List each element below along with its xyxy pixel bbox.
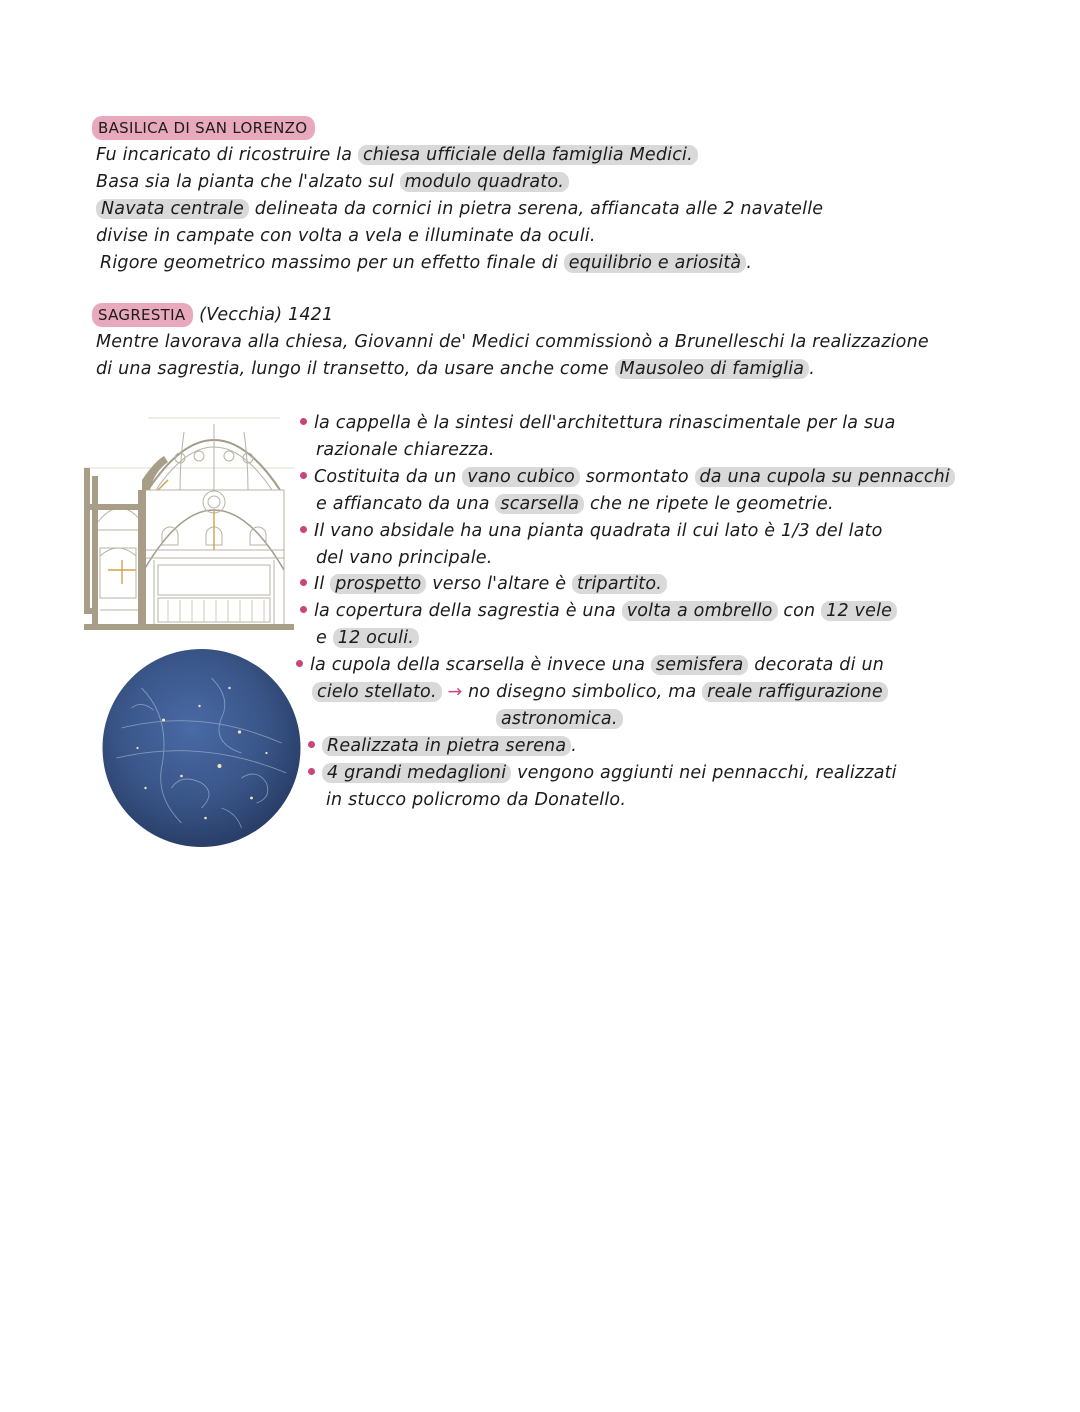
bullet-dot (300, 472, 307, 479)
sagrestia-title-line (92, 303, 333, 327)
text: di una sagrestia, lungo il transetto, da usare anche come (96, 359, 609, 379)
text: la copertura della sagrestia è una (314, 601, 616, 621)
highlight: reale raffigurazione (702, 682, 888, 702)
bullet-dot (308, 768, 315, 775)
highlight: Realizzata in pietra serena (322, 736, 571, 756)
text: Mentre lavorava alla chiesa, Giovanni de' Medici commissionò a Brunelleschi la realizzazione (96, 332, 929, 352)
text: e affiancato da una (316, 494, 490, 514)
sagrestia-title-suffix: (Vecchia) 1421 (199, 305, 334, 325)
highlight: astronomica. (496, 709, 623, 729)
highlight: modulo quadrato. (400, 172, 569, 192)
text: . (571, 736, 578, 756)
bullet-6-cont-2 (496, 707, 623, 731)
basilica-line-4 (96, 224, 596, 248)
basilica-title-line (92, 116, 315, 140)
sagrestia-line-1 (96, 330, 929, 354)
text: vengono aggiunti nei pennacchi, realizzati (517, 763, 897, 783)
arrow-icon: → (447, 682, 463, 702)
bullet-7 (308, 734, 577, 758)
text: Basa sia la pianta che l'alzato sul (96, 172, 394, 192)
highlight: scarsella (495, 494, 584, 514)
basilica-line-2 (96, 170, 569, 194)
bullet-1 (300, 411, 896, 435)
bullet-6-cont (312, 680, 888, 704)
text: verso l'altare è (432, 574, 567, 594)
text: delineata da cornici in pietra serena, affiancata alle 2 navatelle (254, 199, 824, 219)
bullet-dot (296, 660, 303, 667)
text: razionale chiarezza. (316, 440, 495, 460)
bullet-1-cont (316, 438, 495, 462)
text: in stucco policromo da Donatello. (326, 790, 627, 810)
highlight: semisfera (651, 655, 749, 675)
bullet-5 (300, 599, 897, 623)
sagrestia-line-2 (96, 357, 815, 381)
text: del vano principale. (316, 548, 493, 568)
highlight: da una cupola su pennacchi (695, 467, 956, 487)
bullet-2 (300, 465, 955, 489)
highlight: prospetto (330, 574, 426, 594)
highlight: chiesa ufficiale della famiglia Medici. (358, 145, 698, 165)
bullet-6 (296, 653, 884, 677)
bullet-dot (300, 418, 307, 425)
text: Il vano absidale ha una pianta quadrata il cui lato è 1/3 del lato (314, 521, 883, 541)
highlight: 12 vele (821, 601, 897, 621)
text: e (316, 628, 327, 648)
highlight: tripartito. (572, 574, 667, 594)
basilica-line-5 (100, 251, 752, 275)
sagrestia-title: SAGRESTIA (92, 303, 193, 327)
text: no disegno simbolico, ma (468, 682, 697, 702)
text: la cappella è la sintesi dell'architettura rinascimentale per la sua (314, 413, 896, 433)
bullet-8-cont (326, 788, 626, 812)
bullet-5-cont (316, 626, 419, 650)
basilica-title: BASILICA DI SAN LORENZO (92, 116, 315, 140)
bullet-dot (300, 606, 307, 613)
basilica-line-3 (96, 197, 823, 221)
text: con (783, 601, 816, 621)
highlight: cielo stellato. (312, 682, 442, 702)
cielo-stellato-image (100, 648, 303, 848)
text: sormontato (585, 467, 689, 487)
bullet-8 (308, 761, 897, 785)
highlight: Navata centrale (96, 199, 249, 219)
bullet-dot (300, 526, 307, 533)
highlight: vano cubico (462, 467, 580, 487)
text: la cupola della scarsella è invece una (310, 655, 646, 675)
highlight: Mausoleo di famiglia (615, 359, 810, 379)
text: divise in campate con volta a vela e illuminate da oculi. (96, 226, 596, 246)
text: decorata di un (754, 655, 885, 675)
text: Il (314, 574, 325, 594)
text: che ne ripete le geometrie. (589, 494, 834, 514)
text: . (746, 253, 753, 273)
bullet-2-cont (316, 492, 834, 516)
bullet-3 (300, 519, 883, 543)
highlight: volta a ombrello (622, 601, 778, 621)
highlight: equilibrio e ariosità (564, 253, 747, 273)
bullet-3-cont (316, 546, 493, 570)
bullet-dot (308, 741, 315, 748)
text: Rigore geometrico massimo per un effetto finale di (100, 253, 558, 273)
highlight: 12 oculi. (333, 628, 419, 648)
highlight: 4 grandi medaglioni (322, 763, 511, 783)
sagrestia-section-drawing (84, 410, 294, 640)
text: Fu incaricato di ricostruire la (96, 145, 353, 165)
text: . (809, 359, 815, 379)
bullet-dot (300, 579, 307, 586)
basilica-line-1 (96, 143, 698, 167)
bullet-4 (300, 572, 667, 596)
text: Costituita da un (314, 467, 457, 487)
